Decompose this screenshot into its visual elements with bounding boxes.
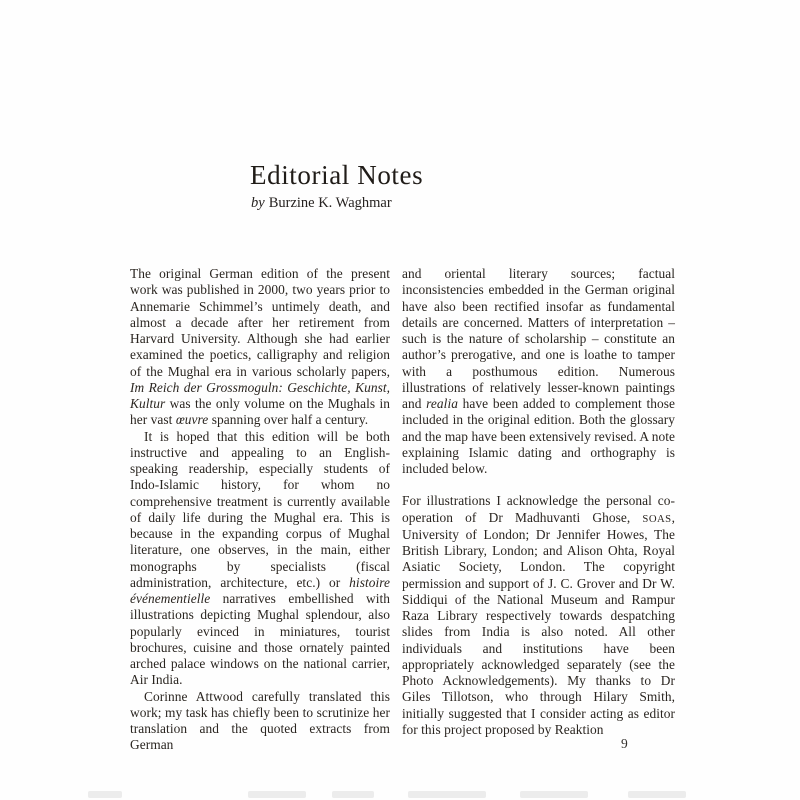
scan-artifact — [628, 791, 686, 798]
byline-prefix: by — [251, 195, 265, 211]
text-run: histoire événementielle — [130, 574, 390, 606]
scan-artifact — [408, 791, 486, 798]
paragraph — [130, 266, 390, 429]
text-column-right — [402, 266, 675, 738]
byline-author: Burzine K. Waghmar — [268, 195, 392, 211]
scan-artifact — [520, 791, 588, 798]
byline — [251, 195, 392, 212]
paragraph — [130, 689, 390, 754]
text-run: was the only volume on the Mughals in her vast — [130, 396, 390, 428]
text-run: Im Reich der Grossmoguln: Geschichte, Kunst, Kultur — [130, 379, 390, 411]
paragraph — [402, 493, 675, 738]
text-run: narratives embellished with illustrations depicting Mughal splendour, also popularly evinced in miniatures, tourist brochures, cuisine and those ornately painted arched palace windows on the national carrier, Air India. — [130, 591, 390, 688]
text-run: realia — [426, 396, 458, 411]
text-run: The original German edition of the present work was published in 2000, two years prior to Annemarie Schimmel’s untimely death, and almost a decade after her retirement from Harvard University. Although she had earlier examined the poetics, calligraphy and religion of the Mughal era in various scholarly papers, — [130, 266, 390, 379]
paragraph — [130, 429, 390, 689]
text-run: SOAS — [642, 512, 672, 525]
text-run: It is hoped that this edition will be both instructive and appealing to an English-speaking readership, especially students of Indo-Islamic history, for whom no comprehensive treatment is currently available of daily life during the Mughal era. This is because in the expanding corpus of Mughal literature, one observes, in the main, either monographs by specialists (fiscal administration, architecture, etc.) or — [130, 428, 390, 590]
page-title: Editorial Notes — [250, 160, 424, 191]
text-run: and oriental literary sources; factual inconsistencies embedded in the German original have also been rectified insofar as fundamental details are concerned. Matters of interpretation – such is the nature of scholarship – constitute an author’s prerogative, and one is loathe to tamper with a posthumous edition. Numerous illustrations of relatively lesser-known paintings and — [402, 266, 675, 411]
text-run: have been added to complement those included in the original edition. Both the glossary and the map have been extensively revised. A note explaining Islamic dating and orthography is included below. — [402, 396, 675, 476]
text-column-left — [130, 266, 390, 754]
scan-artifact — [248, 791, 306, 798]
text-run: œuvre — [175, 412, 209, 428]
scan-artifact — [332, 791, 374, 798]
paragraph — [402, 266, 675, 477]
text-run: For illustrations I acknowledge the personal co-operation of Dr Madhuvanti Ghose, — [402, 493, 675, 525]
text-run: Corinne Attwood carefully translated this work; my task has chiefly been to scrutinize her translation and the quoted extracts from German — [130, 688, 390, 753]
page-number: 9 — [621, 736, 628, 751]
text-run: spanning over half a century. — [208, 412, 369, 428]
page-edge-artifact — [0, 789, 800, 800]
text-run: , University of London; Dr Jennifer Howes, The British Library, London; and Alison Ohta, Royal Asiatic Society, London. The copyright permission and support of J. C. Grover and Dr W. Siddiqui of the National Museum and Rampur Raza Library respectively towards despatching slides from India is also noted. All other individuals and institutions have been appropriately acknowledged separately (see the Photo Acknowledgements). My thanks to Dr Giles Tillotson, who through Hilary Smith, initially suggested that I consider acting as editor for this project proposed by Reaktion — [402, 509, 675, 737]
scan-artifact — [88, 791, 122, 798]
